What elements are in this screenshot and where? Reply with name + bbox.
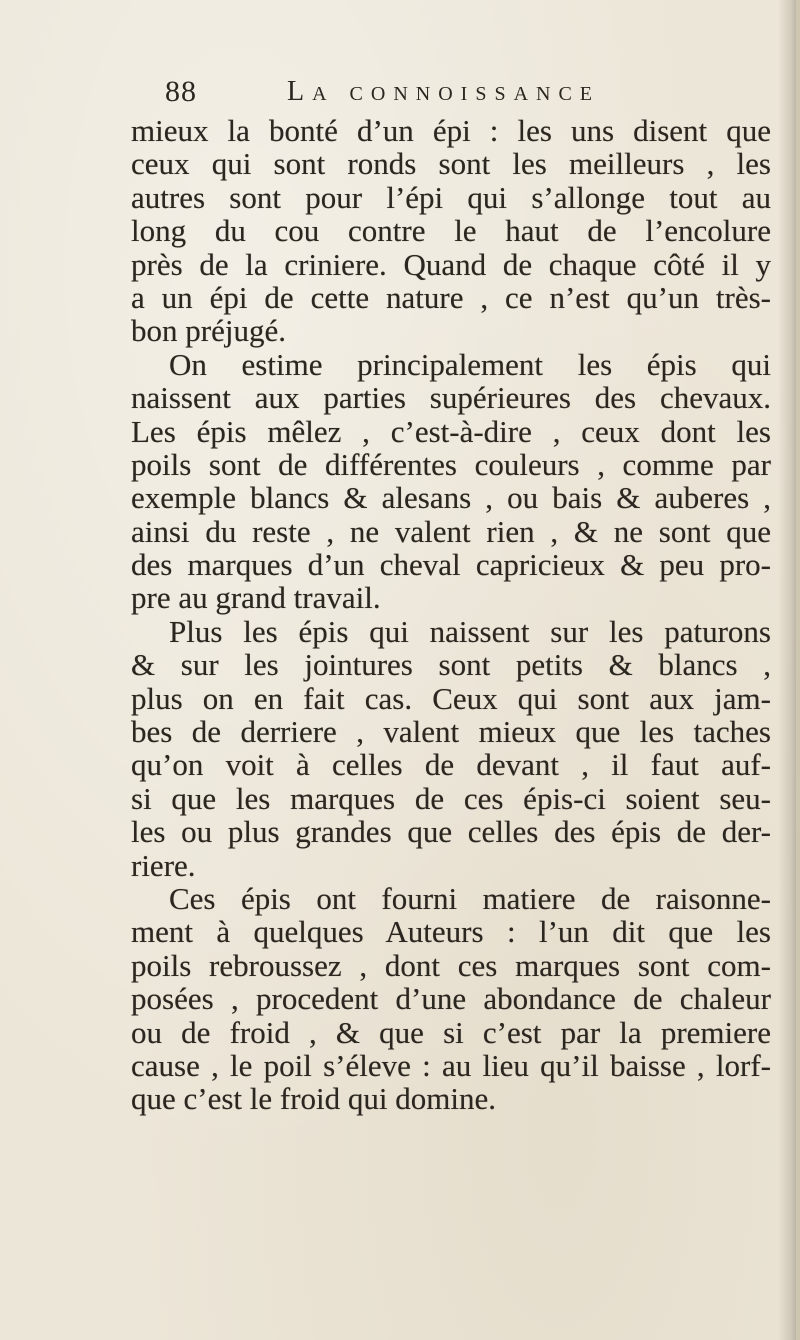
text-line: qu’on voit à celles de devant , il faut auf- — [131, 747, 771, 783]
text-line: Plus les épis qui naissent sur les paturons — [169, 613, 771, 649]
text-line: ou de froid , & que si c’est par la premiere — [131, 1014, 771, 1050]
text-line: autres sont pour l’épi qui s’allonge tout au — [131, 179, 771, 215]
page-number: 88 — [165, 75, 197, 108]
text-line: mieux la bonté d’un épi : les uns disent que — [131, 113, 771, 148]
text-line: ment à quelques Auteurs : l’un dit que les — [131, 914, 771, 950]
text-line: Ces épis ont fourni matiere de raisonne- — [169, 880, 771, 916]
body-text — [131, 114, 771, 1116]
text-line: poils rebroussez , dont ces marques sont com- — [131, 947, 771, 983]
text-line: ainsi du reste , ne valent rien , & ne sont que — [131, 513, 771, 549]
text-line: ceux qui sont ronds sont les meilleurs , les — [131, 146, 771, 182]
page-edge — [796, 0, 800, 1340]
text-line: a un épi de cette nature , ce n’est qu’un très- — [131, 279, 771, 315]
page-header — [165, 72, 725, 112]
text-line: naissent aux parties supérieures des chevaux. — [131, 380, 771, 416]
text-line: exemple blancs & alesans , ou bais & auberes , — [131, 480, 771, 516]
text-line: long du cou contre le haut de l’encolure — [131, 213, 771, 249]
text-line: poils sont de différentes couleurs , comme par — [131, 446, 771, 482]
text-line: Les épis mêlez , c’est-à-dire , ceux dont les — [131, 413, 771, 449]
text-line: plus on en fait cas. Ceux qui sont aux jam- — [131, 680, 771, 716]
text-line: On estime principalement les épis qui — [169, 346, 771, 382]
text-line: les ou plus grandes que celles des épis de der- — [131, 814, 771, 850]
running-title: La connoissance — [287, 76, 601, 107]
text-line: près de la criniere. Quand de chaque côté il y — [131, 246, 771, 282]
text-line: riere. — [131, 847, 196, 883]
text-line: bes de derriere , valent mieux que les taches — [131, 714, 771, 750]
text-line: cause , le poil s’éleve : au lieu qu’il baisse , lorf- — [131, 1047, 771, 1083]
text-line: que c’est le froid qui domine. — [131, 1081, 497, 1117]
text-line: & sur les jointures sont petits & blancs , — [131, 647, 771, 683]
text-line: posées , procedent d’une abondance de chaleur — [131, 981, 771, 1017]
text-line: pre au grand travail. — [131, 580, 381, 616]
text-line: bon préjugé. — [131, 313, 286, 349]
text-line: des marques d’un cheval capricieux & peu pro- — [131, 547, 771, 583]
text-line: si que les marques de ces épis-ci soient seu- — [131, 780, 771, 816]
